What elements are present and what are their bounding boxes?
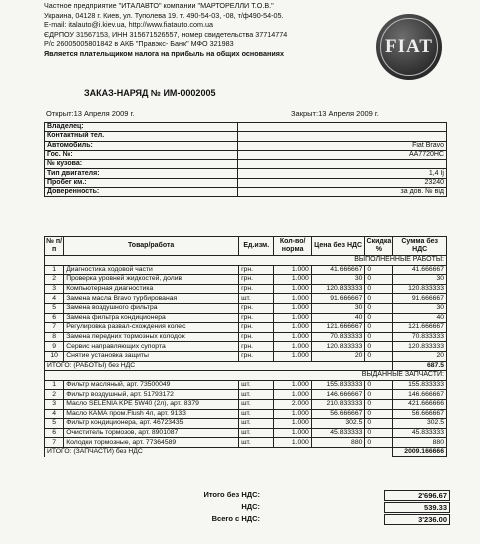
cell-qty: 1.000 [274,380,311,390]
cell-discount: 0 [365,332,393,342]
cell-price: 302.5 [311,419,365,429]
cell-sum: 155.833333 [393,380,447,390]
cell-unit: грн. [239,265,274,275]
cell-item: Замена масла Bravo турбированая [64,294,239,304]
logo-ring [380,18,438,76]
cell-sum: 30 [393,303,447,313]
cell-discount: 0 [365,438,393,448]
cell-unit: шт. [239,428,274,438]
cell-number: 9 [45,342,64,352]
section-label: ВЫПОЛНЕННЫЕ РАБОТЫ: [45,256,447,266]
cell-price: 20 [311,351,365,361]
info-value [238,123,447,132]
cell-discount: 0 [365,284,393,294]
cell-qty: 1.000 [274,351,311,361]
info-label: Контактный тел. [45,132,238,141]
cell-sum: 70.833333 [393,332,447,342]
cell-price: 146.666667 [311,390,365,400]
table-row [45,342,447,352]
table-row [45,428,447,438]
vehicle-info-table [44,122,447,197]
info-label: Автомобиль: [45,141,238,150]
subtotal-value: 687.5 [393,361,447,371]
cell-sum: 421.666666 [393,399,447,409]
header-line: ЄДРПОУ 31567153, ИНН 315671526557, номер свидетельства 37714774 [44,29,288,39]
cell-sum: 91.666667 [393,294,447,304]
cell-unit: шт. [239,438,274,448]
cell-unit: грн. [239,303,274,313]
cell-number: 6 [45,313,64,323]
cell-number: 3 [45,284,64,294]
header-line: Является плательщиком налога на прибыль на общих основаниях [44,48,284,58]
table-row [45,409,447,419]
cell-qty: 1.000 [274,275,311,285]
table-header-row [45,237,447,256]
cell-item: Фильтр масляный, арт. 73500049 [64,380,239,390]
cell-item: Снятие установка защиты [64,351,239,361]
cell-price: 121.666667 [311,323,365,333]
cell-unit: грн. [239,342,274,352]
cell-unit: шт. [239,294,274,304]
subtotal-label: ИТОГО: (РАБОТЫ) без НДС [45,361,393,371]
cell-discount: 0 [365,265,393,275]
cell-price: 210.833333 [311,399,365,409]
cell-qty: 1.000 [274,303,311,313]
col-qty: Кол-во/ норма [274,237,311,256]
cell-price: 155.833333 [311,380,365,390]
col-discount: Скидка % [365,237,393,256]
cell-number: 1 [45,265,64,275]
table-row [45,275,447,285]
cell-item: Регулировка развал-схождения колес [64,323,239,333]
cell-discount: 0 [365,351,393,361]
cell-price: 91.666667 [311,294,365,304]
closed-date: Закрыт:13 Апреля 2009 г. [291,109,379,118]
cell-price: 30 [311,275,365,285]
info-row [45,169,447,178]
cell-number: 2 [45,390,64,400]
table-row [45,303,447,313]
cell-discount: 0 [365,428,393,438]
cell-item: Замена воздушного фильтра [64,303,239,313]
info-label: Пробег км.: [45,178,238,187]
cell-qty: 1.000 [274,313,311,323]
col-sum: Сумма без НДС [393,237,447,256]
cell-discount: 0 [365,419,393,429]
cell-number: 1 [45,380,64,390]
cell-item: Замена фильтра кондиционера [64,313,239,323]
cell-discount: 0 [365,399,393,409]
cell-number: 3 [45,399,64,409]
cell-qty: 1.000 [274,428,311,438]
subtotal-row [45,361,447,371]
info-label: Гос. №: [45,150,238,159]
cell-sum: 41.666667 [393,265,447,275]
info-value [238,160,447,169]
table-row [45,332,447,342]
cell-number: 7 [45,438,64,448]
total-value: 2'696.67 [384,490,450,501]
table-row [45,438,447,448]
cell-item: Сервис направляющих супорта [64,342,239,352]
table-row [45,323,447,333]
cell-price: 70.833333 [311,332,365,342]
cell-sum: 121.666667 [393,323,447,333]
total-value: 539.33 [384,502,450,513]
cell-discount: 0 [365,380,393,390]
cell-sum: 880 [393,438,447,448]
cell-sum: 45.833333 [393,428,447,438]
cell-price: 120.833333 [311,284,365,294]
info-row [45,123,447,132]
document-title: ЗАКАЗ-НАРЯД № ИМ-0002005 [84,88,216,98]
info-label: № кузова: [45,160,238,169]
cell-unit: грн. [239,332,274,342]
cell-number: 5 [45,419,64,429]
cell-discount: 0 [365,303,393,313]
info-row [45,188,447,197]
info-label: Доверенность: [45,188,238,197]
cell-sum: 146.666667 [393,390,447,400]
table-row [45,284,447,294]
cell-unit: грн. [239,313,274,323]
info-value: AA7720HC [238,150,447,159]
header-line: E-mail: italauto@i.kiev.ua, http://www.fiatauto.com.ua [44,20,213,30]
opened-date: Открыт:13 Апреля 2009 г. [46,109,135,118]
info-label: Тип двигателя: [45,169,238,178]
cell-price: 45.833333 [311,428,365,438]
info-row [45,150,447,159]
table-row [45,419,447,429]
info-value [238,132,447,141]
col-item: Товар/работа [64,237,239,256]
logo-text: FIAT [385,36,433,57]
cell-unit: шт. [239,419,274,429]
col-price: Цена без НДС [311,237,365,256]
cell-sum: 40 [393,313,447,323]
cell-sum: 56.666667 [393,409,447,419]
header-line: Украина, 04128 г. Киев, ул. Туполева 19. т. 490-54-03, -08, т/ф490-54-05. [44,10,284,20]
cell-sum: 120.833333 [393,342,447,352]
col-number: № п/п [45,237,64,256]
subtotal-value: 2009.166666 [393,447,447,457]
table-row [45,390,447,400]
header-line: Р/с 26005005801842 в АКБ "Правэкс- Банк" МФО 321983 [44,39,234,49]
cell-sum: 120.833333 [393,284,447,294]
cell-qty: 2.000 [274,399,311,409]
cell-number: 8 [45,332,64,342]
cell-discount: 0 [365,342,393,352]
cell-qty: 1.000 [274,342,311,352]
cell-unit: шт. [239,390,274,400]
table-row [45,294,447,304]
cell-item: Диагностика ходовой части [64,265,239,275]
info-row [45,178,447,187]
cell-discount: 0 [365,275,393,285]
cell-item: Очиститель тормозов, арт. 8901087 [64,428,239,438]
cell-price: 41.666667 [311,265,365,275]
cell-qty: 1.000 [274,332,311,342]
table-row [45,351,447,361]
info-row [45,141,447,150]
header-line: Частное предприятие "ИТАЛАВТО" компании "МАРТОРЕЛЛИ Т.О.В." [44,1,274,10]
order-items-table [44,236,447,457]
cell-qty: 1.000 [274,390,311,400]
table-row [45,380,447,390]
cell-sum: 30 [393,275,447,285]
subtotal-label: ИТОГО: (ЗАПЧАСТИ) без НДС [45,447,393,457]
cell-item: Масло SELENIA KPE 5W40 (2л), арт. 8379 [64,399,239,409]
cell-number: 4 [45,409,64,419]
cell-qty: 1.000 [274,409,311,419]
section-row [45,371,447,381]
cell-item: Колодки тормозные, арт. 77364589 [64,438,239,448]
cell-unit: грн. [239,351,274,361]
cell-number: 2 [45,275,64,285]
cell-price: 40 [311,313,365,323]
table-row [45,265,447,275]
info-value: Fiat Bravo [238,141,447,150]
total-value: 3'236.00 [384,514,450,525]
cell-discount: 0 [365,409,393,419]
cell-number: 7 [45,323,64,333]
cell-qty: 1.000 [274,323,311,333]
info-value: за дов. № від [238,188,447,197]
cell-price: 880 [311,438,365,448]
cell-unit: грн. [239,284,274,294]
cell-sum: 20 [393,351,447,361]
cell-item: Компьютерная диагностика [64,284,239,294]
info-value: 1,4 Ij [238,169,447,178]
cell-number: 4 [45,294,64,304]
cell-discount: 0 [365,294,393,304]
table-row [45,313,447,323]
cell-discount: 0 [365,390,393,400]
cell-price: 30 [311,303,365,313]
cell-qty: 1.000 [274,419,311,429]
cell-qty: 1.000 [274,284,311,294]
info-label: Владелец: [45,123,238,132]
total-label: НДС: [241,502,260,511]
cell-unit: грн. [239,275,274,285]
cell-unit: шт. [239,380,274,390]
info-value: 23240 [238,178,447,187]
cell-qty: 1.000 [274,294,311,304]
cell-item: Масло КАМА пром.Flush 4л, арт. 9133 [64,409,239,419]
col-unit: Ед.изм. [239,237,274,256]
cell-unit: шт. [239,399,274,409]
cell-item: Фильтр воздушный, арт. 51793172 [64,390,239,400]
company-header [44,1,287,59]
section-row [45,256,447,266]
cell-item: Фильтр кондиционера, арт. 46723435 [64,419,239,429]
total-label: Итого без НДС: [203,490,260,499]
fiat-logo [376,14,442,80]
cell-unit: грн. [239,323,274,333]
cell-number: 10 [45,351,64,361]
cell-discount: 0 [365,313,393,323]
info-row [45,132,447,141]
cell-item: Проверка уровней жидкостей, долив [64,275,239,285]
cell-number: 6 [45,428,64,438]
cell-price: 56.666667 [311,409,365,419]
total-label: Всего с НДС: [211,514,260,523]
cell-item: Замена передних тормозных колодок [64,332,239,342]
cell-qty: 1.000 [274,438,311,448]
cell-qty: 1.000 [274,265,311,275]
cell-number: 5 [45,303,64,313]
cell-unit: шт. [239,409,274,419]
info-row [45,160,447,169]
subtotal-row [45,447,447,457]
cell-sum: 302.5 [393,419,447,429]
section-label: ВЫДАННЫЕ ЗАПЧАСТИ: [45,371,447,381]
cell-discount: 0 [365,323,393,333]
table-row [45,399,447,409]
cell-price: 120.833333 [311,342,365,352]
